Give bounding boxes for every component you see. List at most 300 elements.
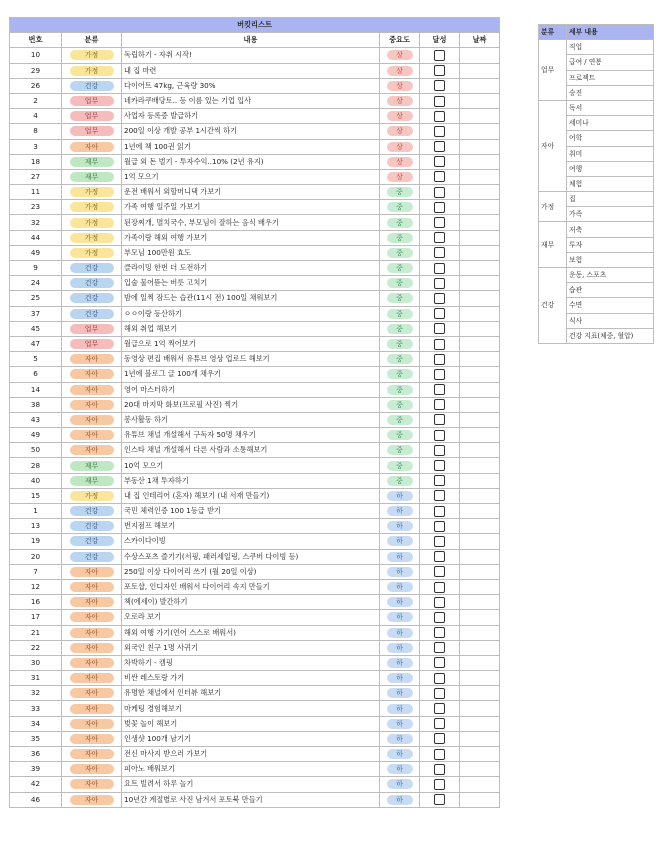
row-date[interactable]: [460, 504, 500, 519]
row-date[interactable]: [460, 655, 500, 670]
category-badge: 자아: [70, 612, 114, 622]
header-priority: 중요도: [380, 33, 420, 48]
achieved-checkbox[interactable]: [434, 369, 445, 380]
table-row: [10, 200, 500, 215]
row-number: 10: [10, 48, 62, 63]
row-priority: [380, 579, 420, 594]
row-priority: [380, 412, 420, 427]
table-row: [10, 458, 500, 473]
row-category: [62, 109, 122, 124]
achieved-checkbox[interactable]: [434, 627, 445, 638]
row-category: [62, 731, 122, 746]
table-row: [10, 169, 500, 184]
row-category: [62, 291, 122, 306]
row-date[interactable]: [460, 762, 500, 777]
row-date[interactable]: [460, 412, 500, 427]
row-priority: [380, 428, 420, 443]
row-date[interactable]: [460, 367, 500, 382]
row-achieved: [420, 154, 460, 169]
row-category: [62, 230, 122, 245]
row-number: 9: [10, 261, 62, 276]
row-number: 50: [10, 443, 62, 458]
achieved-checkbox[interactable]: [434, 779, 445, 790]
row-category: [62, 519, 122, 534]
row-date[interactable]: [460, 519, 500, 534]
row-number: 18: [10, 154, 62, 169]
category-badge: 업무: [70, 126, 114, 136]
row-category: [62, 792, 122, 807]
achieved-checkbox[interactable]: [434, 490, 445, 501]
achieved-checkbox[interactable]: [434, 764, 445, 775]
achieved-checkbox[interactable]: [434, 141, 445, 152]
table-row: [10, 93, 500, 108]
row-priority: [380, 352, 420, 367]
row-achieved: [420, 352, 460, 367]
row-achieved: [420, 367, 460, 382]
row-content: 200일 이상 개발 공부 1시간씩 하기: [122, 124, 380, 139]
row-number: 24: [10, 276, 62, 291]
row-date[interactable]: [460, 625, 500, 640]
achieved-checkbox[interactable]: [434, 642, 445, 653]
row-category: [62, 443, 122, 458]
side-detail-item: 직업: [567, 40, 654, 55]
priority-badge: 상: [387, 126, 413, 136]
row-category: [62, 640, 122, 655]
category-badge: 자아: [70, 719, 114, 729]
row-date[interactable]: [460, 579, 500, 594]
row-date[interactable]: [460, 428, 500, 443]
row-date[interactable]: [460, 640, 500, 655]
category-badge: 건강: [70, 552, 114, 562]
category-badge: 건강: [70, 293, 114, 303]
row-priority: [380, 655, 420, 670]
table-row: [10, 747, 500, 762]
table-row: [10, 579, 500, 594]
row-category: [62, 488, 122, 503]
row-content: 가족이랑 해외 여행 가보기: [122, 230, 380, 245]
side-detail-item: 프로젝트: [567, 70, 654, 85]
table-row: [10, 731, 500, 746]
row-category: [62, 200, 122, 215]
row-achieved: [420, 655, 460, 670]
row-number: 19: [10, 534, 62, 549]
row-priority: [380, 625, 420, 640]
priority-badge: 상: [387, 66, 413, 76]
category-badge: 자아: [70, 688, 114, 698]
priority-badge: 중: [387, 293, 413, 303]
table-row: [10, 336, 500, 351]
row-content: 250일 이상 다이어리 쓰기 (월 20일 이상): [122, 564, 380, 579]
priority-badge: 중: [387, 430, 413, 440]
row-number: 34: [10, 716, 62, 731]
row-number: 36: [10, 747, 62, 762]
row-priority: [380, 716, 420, 731]
row-content: 번지점프 해보기: [122, 519, 380, 534]
row-date[interactable]: [460, 595, 500, 610]
achieved-checkbox[interactable]: [434, 612, 445, 623]
table-row: [10, 276, 500, 291]
achieved-checkbox[interactable]: [434, 794, 445, 805]
side-group-name: 재무: [539, 222, 567, 268]
table-row: [10, 519, 500, 534]
row-achieved: [420, 169, 460, 184]
category-badge: 업무: [70, 96, 114, 106]
row-content: 입술 물어뜯는 버릇 고치기: [122, 276, 380, 291]
category-badge: 가정: [70, 233, 114, 243]
row-priority: [380, 109, 420, 124]
priority-badge: 하: [387, 567, 413, 577]
priority-badge: 중: [387, 324, 413, 334]
row-date[interactable]: [460, 458, 500, 473]
row-content: 마케팅 경험해보기: [122, 701, 380, 716]
row-content: 네카라쿠배당토.. 등 이름 있는 기업 입사: [122, 93, 380, 108]
row-category: [62, 595, 122, 610]
category-badge: 가정: [70, 66, 114, 76]
table-row: [10, 261, 500, 276]
row-date[interactable]: [460, 321, 500, 336]
row-date[interactable]: [460, 352, 500, 367]
row-achieved: [420, 428, 460, 443]
category-badge: 자아: [70, 142, 114, 152]
header-category: 분류: [62, 33, 122, 48]
row-number: 46: [10, 792, 62, 807]
priority-badge: 중: [387, 263, 413, 273]
table-row: [10, 701, 500, 716]
row-number: 33: [10, 701, 62, 716]
table-row: [10, 762, 500, 777]
row-priority: [380, 78, 420, 93]
row-priority: [380, 549, 420, 564]
achieved-checkbox[interactable]: [434, 703, 445, 714]
row-achieved: [420, 261, 460, 276]
header-content: 내용: [122, 33, 380, 48]
row-content: 사업자 등록증 발급하기: [122, 109, 380, 124]
row-priority: [380, 306, 420, 321]
row-date[interactable]: [460, 291, 500, 306]
row-category: [62, 215, 122, 230]
row-priority: [380, 488, 420, 503]
row-date[interactable]: [460, 336, 500, 351]
row-date[interactable]: [460, 276, 500, 291]
row-achieved: [420, 473, 460, 488]
row-priority: [380, 321, 420, 336]
achieved-checkbox[interactable]: [434, 278, 445, 289]
row-date[interactable]: [460, 686, 500, 701]
side-header-detail: 세부 내용: [567, 25, 654, 40]
row-number: 47: [10, 336, 62, 351]
row-date[interactable]: [460, 473, 500, 488]
row-category: [62, 564, 122, 579]
side-group-name: 건강: [539, 268, 567, 344]
row-priority: [380, 397, 420, 412]
row-date[interactable]: [460, 78, 500, 93]
achieved-checkbox[interactable]: [434, 673, 445, 684]
row-content: 1년에 블로그 글 100개 채우기: [122, 367, 380, 382]
achieved-checkbox[interactable]: [434, 597, 445, 608]
achieved-checkbox[interactable]: [434, 293, 445, 304]
side-detail-item: 습관: [567, 283, 654, 298]
row-date[interactable]: [460, 382, 500, 397]
achieved-checkbox[interactable]: [434, 50, 445, 61]
row-date[interactable]: [460, 488, 500, 503]
table-row: [10, 610, 500, 625]
side-row: [539, 222, 654, 237]
row-date[interactable]: [460, 109, 500, 124]
achieved-checkbox[interactable]: [434, 308, 445, 319]
row-date[interactable]: [460, 185, 500, 200]
row-date[interactable]: [460, 792, 500, 807]
achieved-checkbox[interactable]: [434, 566, 445, 577]
row-content: 유튜브 채널 개설해서 구독자 50명 채우기: [122, 428, 380, 443]
priority-badge: 중: [387, 400, 413, 410]
priority-badge: 중: [387, 248, 413, 258]
category-badge: 업무: [70, 339, 114, 349]
row-priority: [380, 458, 420, 473]
achieved-checkbox[interactable]: [434, 749, 445, 760]
row-date[interactable]: [460, 154, 500, 169]
table-row: [10, 78, 500, 93]
row-date[interactable]: [460, 671, 500, 686]
table-row: [10, 686, 500, 701]
achieved-checkbox[interactable]: [434, 430, 445, 441]
row-number: 37: [10, 306, 62, 321]
row-date[interactable]: [460, 93, 500, 108]
table-row: [10, 367, 500, 382]
row-achieved: [420, 640, 460, 655]
table-row: [10, 488, 500, 503]
category-badge: 자아: [70, 643, 114, 653]
achieved-checkbox[interactable]: [434, 551, 445, 562]
row-date[interactable]: [460, 139, 500, 154]
table-row: [10, 321, 500, 336]
achieved-checkbox[interactable]: [434, 232, 445, 243]
row-date[interactable]: [460, 200, 500, 215]
row-category: [62, 48, 122, 63]
side-header-row: [539, 25, 654, 40]
achieved-checkbox[interactable]: [434, 156, 445, 167]
achieved-checkbox[interactable]: [434, 733, 445, 744]
row-achieved: [420, 382, 460, 397]
row-date[interactable]: [460, 549, 500, 564]
row-priority: [380, 215, 420, 230]
row-achieved: [420, 412, 460, 427]
category-badge: 자아: [70, 385, 114, 395]
table-row: [10, 412, 500, 427]
side-detail-item: 체험: [567, 176, 654, 191]
side-detail-item: 독서: [567, 100, 654, 115]
achieved-checkbox[interactable]: [434, 96, 445, 107]
row-category: [62, 397, 122, 412]
priority-badge: 상: [387, 172, 413, 182]
row-number: 32: [10, 215, 62, 230]
row-priority: [380, 519, 420, 534]
row-category: [62, 625, 122, 640]
row-category: [62, 124, 122, 139]
achieved-checkbox[interactable]: [434, 247, 445, 258]
row-content: 포토샵, 인디자인 배워서 다이어리 속지 만들기: [122, 579, 380, 594]
row-achieved: [420, 762, 460, 777]
achieved-checkbox[interactable]: [434, 536, 445, 547]
row-category: [62, 655, 122, 670]
side-detail-item: 집: [567, 192, 654, 207]
row-content: 피아노 배워보기: [122, 762, 380, 777]
row-content: 차박하기 - 캠핑: [122, 655, 380, 670]
row-date[interactable]: [460, 610, 500, 625]
row-number: 15: [10, 488, 62, 503]
priority-badge: 하: [387, 688, 413, 698]
table-row: [10, 504, 500, 519]
side-row: [539, 268, 654, 283]
row-content: 영어 마스터하기: [122, 382, 380, 397]
achieved-checkbox[interactable]: [434, 688, 445, 699]
priority-badge: 중: [387, 202, 413, 212]
achieved-checkbox[interactable]: [434, 323, 445, 334]
achieved-checkbox[interactable]: [434, 460, 445, 471]
category-badge: 자아: [70, 400, 114, 410]
category-badge: 자아: [70, 415, 114, 425]
row-category: [62, 473, 122, 488]
achieved-checkbox[interactable]: [434, 171, 445, 182]
priority-badge: 하: [387, 521, 413, 531]
priority-badge: 중: [387, 354, 413, 364]
side-detail-item: 여행: [567, 161, 654, 176]
priority-badge: 중: [387, 461, 413, 471]
row-number: 3: [10, 139, 62, 154]
category-badge: 재무: [70, 476, 114, 486]
row-number: 12: [10, 579, 62, 594]
side-row: [539, 192, 654, 207]
row-date[interactable]: [460, 169, 500, 184]
achieved-checkbox[interactable]: [434, 263, 445, 274]
side-detail-item: 저축: [567, 222, 654, 237]
priority-badge: 중: [387, 278, 413, 288]
achieved-checkbox[interactable]: [434, 657, 445, 668]
achieved-checkbox[interactable]: [434, 399, 445, 410]
row-priority: [380, 640, 420, 655]
table-row: [10, 549, 500, 564]
row-date[interactable]: [460, 124, 500, 139]
priority-badge: 상: [387, 96, 413, 106]
row-number: 16: [10, 595, 62, 610]
achieved-checkbox[interactable]: [434, 521, 445, 532]
row-date[interactable]: [460, 777, 500, 792]
side-detail-item: 가족: [567, 207, 654, 222]
achieved-checkbox[interactable]: [434, 126, 445, 137]
row-content: 외국인 친구 1명 사귀기: [122, 640, 380, 655]
table-row: [10, 428, 500, 443]
achieved-checkbox[interactable]: [434, 475, 445, 486]
category-badge: 재무: [70, 157, 114, 167]
achieved-checkbox[interactable]: [434, 718, 445, 729]
achieved-checkbox[interactable]: [434, 187, 445, 198]
row-priority: [380, 595, 420, 610]
achieved-checkbox[interactable]: [434, 582, 445, 593]
row-date[interactable]: [460, 63, 500, 78]
achieved-checkbox[interactable]: [434, 80, 445, 91]
row-content: 된장찌개, 멸치국수, 부모님이 잘하는 음식 배우기: [122, 215, 380, 230]
achieved-checkbox[interactable]: [434, 111, 445, 122]
achieved-checkbox[interactable]: [434, 414, 445, 425]
row-achieved: [420, 245, 460, 260]
row-date[interactable]: [460, 564, 500, 579]
row-date[interactable]: [460, 306, 500, 321]
achieved-checkbox[interactable]: [434, 202, 445, 213]
category-badge: 업무: [70, 324, 114, 334]
row-date[interactable]: [460, 701, 500, 716]
bucket-list-table: [9, 17, 500, 808]
row-content: 비싼 레스토랑 가기: [122, 671, 380, 686]
row-achieved: [420, 63, 460, 78]
achieved-checkbox[interactable]: [434, 217, 445, 228]
row-date[interactable]: [460, 443, 500, 458]
row-content: 해외 여행 가기(언어 스스로 배워서): [122, 625, 380, 640]
row-number: 25: [10, 291, 62, 306]
row-date[interactable]: [460, 747, 500, 762]
row-content: 내 집 마련: [122, 63, 380, 78]
category-badge: 건강: [70, 536, 114, 546]
row-category: [62, 93, 122, 108]
row-achieved: [420, 109, 460, 124]
achieved-checkbox[interactable]: [434, 65, 445, 76]
row-date[interactable]: [460, 397, 500, 412]
priority-badge: 상: [387, 50, 413, 60]
achieved-checkbox[interactable]: [434, 445, 445, 456]
row-achieved: [420, 321, 460, 336]
category-badge: 자아: [70, 567, 114, 577]
row-content: 20대 마지막 화보(프로필 사진) 찍기: [122, 397, 380, 412]
row-number: 17: [10, 610, 62, 625]
row-number: 42: [10, 777, 62, 792]
row-priority: [380, 367, 420, 382]
row-category: [62, 169, 122, 184]
row-date[interactable]: [460, 230, 500, 245]
row-date[interactable]: [460, 716, 500, 731]
row-category: [62, 458, 122, 473]
achieved-checkbox[interactable]: [434, 384, 445, 395]
row-priority: [380, 534, 420, 549]
side-detail-item: 급여 / 연봉: [567, 55, 654, 70]
row-priority: [380, 701, 420, 716]
achieved-checkbox[interactable]: [434, 339, 445, 350]
row-number: 14: [10, 382, 62, 397]
row-priority: [380, 291, 420, 306]
category-badge: 자아: [70, 734, 114, 744]
row-date[interactable]: [460, 731, 500, 746]
row-content: 클라이밍 한번 더 도전하기: [122, 261, 380, 276]
header-achieved: 달성: [420, 33, 460, 48]
priority-badge: 하: [387, 658, 413, 668]
row-date[interactable]: [460, 534, 500, 549]
table-row: [10, 595, 500, 610]
table-row: [10, 124, 500, 139]
row-date[interactable]: [460, 48, 500, 63]
achieved-checkbox[interactable]: [434, 354, 445, 365]
row-content: 해외 취업 해보기: [122, 321, 380, 336]
row-content: 오로라 보기: [122, 610, 380, 625]
table-row: [10, 473, 500, 488]
row-date[interactable]: [460, 261, 500, 276]
priority-badge: 중: [387, 369, 413, 379]
row-number: 38: [10, 397, 62, 412]
priority-badge: 하: [387, 597, 413, 607]
row-achieved: [420, 579, 460, 594]
row-date[interactable]: [460, 215, 500, 230]
row-priority: [380, 777, 420, 792]
row-category: [62, 549, 122, 564]
priority-badge: 중: [387, 476, 413, 486]
row-date[interactable]: [460, 245, 500, 260]
achieved-checkbox[interactable]: [434, 506, 445, 517]
